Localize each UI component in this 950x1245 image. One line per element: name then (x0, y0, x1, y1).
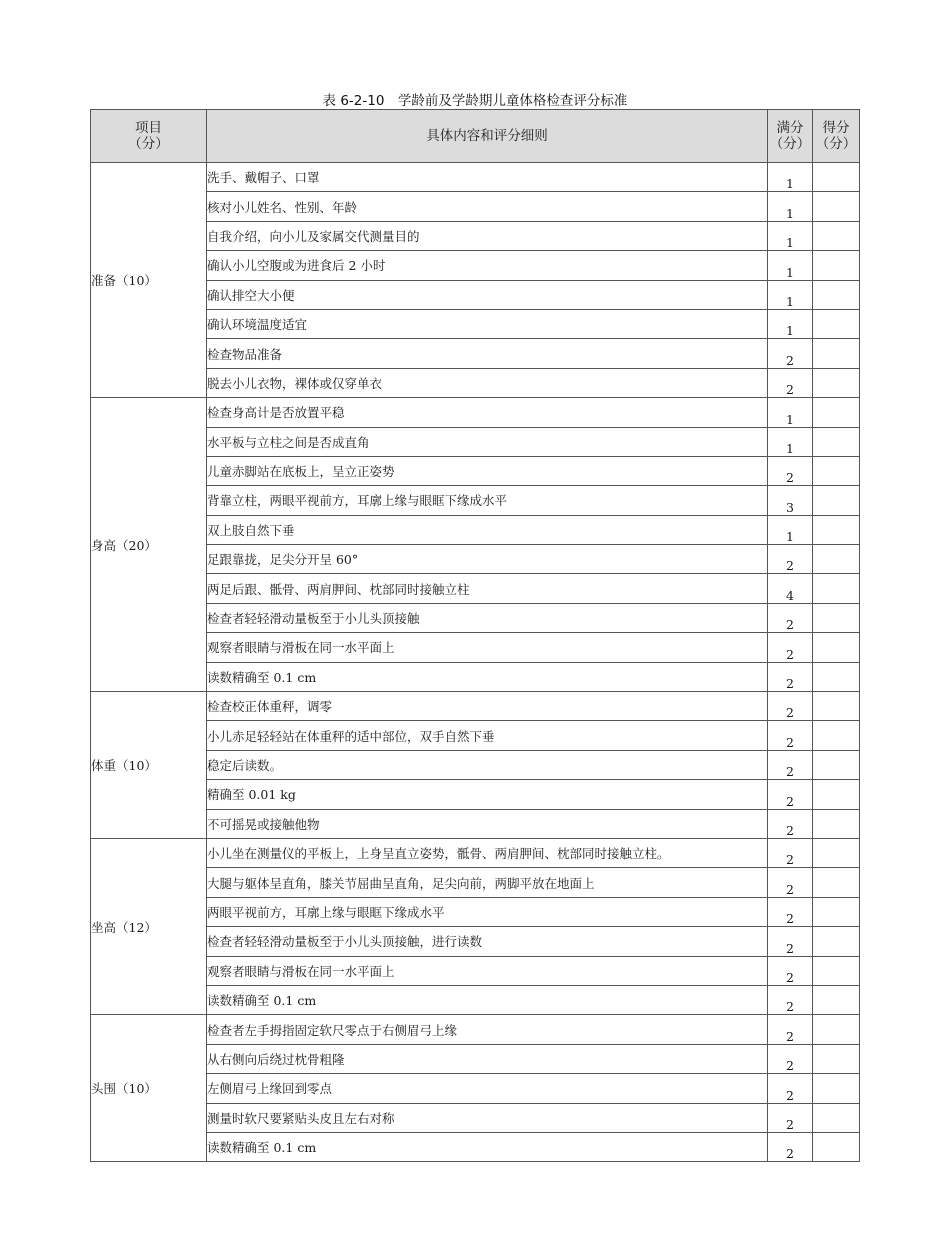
criterion-text: 脱去小儿衣物，裸体或仅穿单衣 (207, 368, 768, 397)
table-row (91, 633, 860, 662)
obtained-score-cell[interactable] (813, 897, 860, 926)
full-score-cell: 2 (768, 368, 813, 397)
full-score-cell: 2 (768, 1074, 813, 1103)
full-score-cell: 1 (768, 251, 813, 280)
obtained-score-cell[interactable] (813, 1132, 860, 1161)
criterion-text: 检查者轻轻滑动量板至于小儿头顶接触 (207, 603, 768, 632)
obtained-score-cell[interactable] (813, 956, 860, 985)
table-row (91, 868, 860, 897)
header-item-line1: 项目 (135, 120, 162, 136)
full-score-cell: 2 (768, 339, 813, 368)
obtained-score-cell[interactable] (813, 163, 860, 192)
table-row (91, 838, 860, 867)
header-score-line1: 得分 (822, 120, 850, 136)
table-row (91, 339, 860, 368)
full-score-cell: 1 (768, 163, 813, 192)
criterion-text: 两眼平视前方，耳廓上缘与眼眶下缘成水平 (207, 897, 768, 926)
full-score-cell: 2 (768, 868, 813, 897)
full-score-cell: 2 (768, 750, 813, 779)
full-score-cell: 1 (768, 515, 813, 544)
obtained-score-cell[interactable] (813, 545, 860, 574)
criterion-text: 观察者眼睛与滑板在同一水平面上 (207, 956, 768, 985)
full-score-cell: 1 (768, 309, 813, 338)
criterion-text: 稳定后读数。 (207, 750, 768, 779)
full-score-cell: 2 (768, 809, 813, 838)
criterion-text: 确认环境温度适宜 (207, 309, 768, 338)
table-row (91, 251, 860, 280)
full-score-cell: 2 (768, 838, 813, 867)
criterion-text: 儿童赤脚站在底板上，呈立正姿势 (207, 456, 768, 485)
obtained-score-cell[interactable] (813, 721, 860, 750)
full-score-cell: 2 (768, 780, 813, 809)
obtained-score-cell[interactable] (813, 1044, 860, 1073)
table-row (91, 1074, 860, 1103)
table-row (91, 163, 860, 192)
obtained-score-cell[interactable] (813, 486, 860, 515)
obtained-score-cell[interactable] (813, 280, 860, 309)
criterion-text: 自我介绍，向小儿及家属交代测量目的 (207, 221, 768, 250)
obtained-score-cell[interactable] (813, 398, 860, 427)
table-row (91, 662, 860, 691)
table-row (91, 721, 860, 750)
full-score-cell: 2 (768, 633, 813, 662)
criterion-text: 双上肢自然下垂 (207, 515, 768, 544)
table-row (91, 927, 860, 956)
criterion-text: 检查者左手拇指固定软尺零点于右侧眉弓上缘 (207, 1015, 768, 1044)
header-content (207, 110, 768, 163)
header-full-score (768, 110, 813, 163)
criterion-text: 确认小儿空腹或为进食后 2 小时 (207, 251, 768, 280)
full-score-cell: 1 (768, 280, 813, 309)
obtained-score-cell[interactable] (813, 927, 860, 956)
full-score-cell: 1 (768, 398, 813, 427)
criterion-text: 核对小儿姓名、性别、年龄 (207, 192, 768, 221)
scoring-table (90, 109, 860, 1162)
table-header (91, 110, 860, 163)
table-row (91, 692, 860, 721)
table-row (91, 985, 860, 1014)
criterion-text: 左侧眉弓上缘回到零点 (207, 1074, 768, 1103)
table-row (91, 1132, 860, 1161)
full-score-cell: 2 (768, 603, 813, 632)
obtained-score-cell[interactable] (813, 868, 860, 897)
section-name: 坐高（12） (91, 838, 207, 1014)
header-full-line2: （分） (769, 136, 811, 152)
table-body (91, 163, 860, 1162)
header-score-line2: （分） (815, 136, 857, 152)
table-row (91, 309, 860, 338)
full-score-cell: 2 (768, 545, 813, 574)
obtained-score-cell[interactable] (813, 339, 860, 368)
table-caption: 表 6-2-10 学龄前及学龄期儿童体格检查评分标准 (322, 93, 628, 109)
criterion-text: 检查校正体重秤，调零 (207, 692, 768, 721)
obtained-score-cell[interactable] (813, 662, 860, 691)
criterion-text: 检查身高计是否放置平稳 (207, 398, 768, 427)
full-score-cell: 2 (768, 1132, 813, 1161)
header-item (91, 110, 207, 163)
header-item-line2: （分） (128, 136, 169, 152)
criterion-text: 检查者轻轻滑动量板至于小儿头顶接触，进行读数 (207, 927, 768, 956)
criterion-text: 读数精确至 0.1 cm (207, 662, 768, 691)
criterion-text: 测量时软尺要紧贴头皮且左右对称 (207, 1103, 768, 1132)
obtained-score-cell[interactable] (813, 780, 860, 809)
full-score-cell: 4 (768, 574, 813, 603)
criterion-text: 检查物品准备 (207, 339, 768, 368)
header-obtained-score (813, 110, 860, 163)
criterion-text: 确认排空大小便 (207, 280, 768, 309)
obtained-score-cell[interactable] (813, 1074, 860, 1103)
criterion-text: 精确至 0.01 kg (207, 780, 768, 809)
full-score-cell: 2 (768, 927, 813, 956)
full-score-cell: 2 (768, 662, 813, 691)
full-score-cell: 3 (768, 486, 813, 515)
obtained-score-cell[interactable] (813, 309, 860, 338)
full-score-cell: 2 (768, 956, 813, 985)
table-row (91, 1103, 860, 1132)
criterion-text: 洗手、戴帽子、口罩 (207, 163, 768, 192)
full-score-cell: 2 (768, 692, 813, 721)
criterion-text: 小儿赤足轻轻站在体重秤的适中部位，双手自然下垂 (207, 721, 768, 750)
table-row (91, 427, 860, 456)
table-row (91, 368, 860, 397)
obtained-score-cell[interactable] (813, 427, 860, 456)
obtained-score-cell[interactable] (813, 456, 860, 485)
section-name: 体重（10） (91, 692, 207, 839)
table-row (91, 809, 860, 838)
criterion-text: 观察者眼睛与滑板在同一水平面上 (207, 633, 768, 662)
criterion-text: 读数精确至 0.1 cm (207, 985, 768, 1014)
criterion-text: 小儿坐在测量仪的平板上，上身呈直立姿势，骶骨、两肩胛间、枕部同时接触立柱。 (207, 838, 768, 867)
section-name: 身高（20） (91, 398, 207, 692)
full-score-cell: 2 (768, 1015, 813, 1044)
obtained-score-cell[interactable] (813, 750, 860, 779)
section-name: 准备（10） (91, 163, 207, 398)
table-row (91, 486, 860, 515)
section-name: 头围（10） (91, 1015, 207, 1162)
obtained-score-cell[interactable] (813, 838, 860, 867)
obtained-score-cell[interactable] (813, 633, 860, 662)
table-row (91, 750, 860, 779)
table-row (91, 456, 860, 485)
full-score-cell: 2 (768, 985, 813, 1014)
table-row (91, 545, 860, 574)
table-row (91, 574, 860, 603)
criterion-text: 从右侧向后绕过枕骨粗隆 (207, 1044, 768, 1073)
table-row (91, 280, 860, 309)
header-full-line1: 满分 (776, 120, 804, 136)
criterion-text: 水平板与立柱之间是否成直角 (207, 427, 768, 456)
full-score-cell: 1 (768, 221, 813, 250)
table-row (91, 1015, 860, 1044)
full-score-cell: 2 (768, 1044, 813, 1073)
full-score-cell: 2 (768, 897, 813, 926)
table-row (91, 221, 860, 250)
table-row (91, 780, 860, 809)
obtained-score-cell[interactable] (813, 192, 860, 221)
criterion-text: 读数精确至 0.1 cm (207, 1132, 768, 1161)
obtained-score-cell[interactable] (813, 603, 860, 632)
obtained-score-cell[interactable] (813, 1015, 860, 1044)
table-row (91, 603, 860, 632)
obtained-score-cell[interactable] (813, 1103, 860, 1132)
table-row (91, 515, 860, 544)
full-score-cell: 1 (768, 427, 813, 456)
obtained-score-cell[interactable] (813, 221, 860, 250)
obtained-score-cell[interactable] (813, 692, 860, 721)
table-row (91, 956, 860, 985)
criterion-text: 不可摇晃或接触他物 (207, 809, 768, 838)
full-score-cell: 2 (768, 1103, 813, 1132)
full-score-cell: 1 (768, 192, 813, 221)
table-row (91, 398, 860, 427)
table-row (91, 192, 860, 221)
criterion-text: 背靠立柱，两眼平视前方，耳廓上缘与眼眶下缘成水平 (207, 486, 768, 515)
obtained-score-cell[interactable] (813, 368, 860, 397)
table-row (91, 1044, 860, 1073)
full-score-cell: 2 (768, 456, 813, 485)
obtained-score-cell[interactable] (813, 574, 860, 603)
criterion-text: 足跟靠拢，足尖分开呈 60° (207, 545, 768, 574)
table-row (91, 897, 860, 926)
obtained-score-cell[interactable] (813, 985, 860, 1014)
obtained-score-cell[interactable] (813, 809, 860, 838)
full-score-cell: 2 (768, 721, 813, 750)
criterion-text: 两足后跟、骶骨、两肩胛间、枕部同时接触立柱 (207, 574, 768, 603)
obtained-score-cell[interactable] (813, 515, 860, 544)
obtained-score-cell[interactable] (813, 251, 860, 280)
header-content-label: 具体内容和评分细则 (426, 128, 548, 144)
criterion-text: 大腿与躯体呈直角，膝关节屈曲呈直角，足尖向前，两脚平放在地面上 (207, 868, 768, 897)
